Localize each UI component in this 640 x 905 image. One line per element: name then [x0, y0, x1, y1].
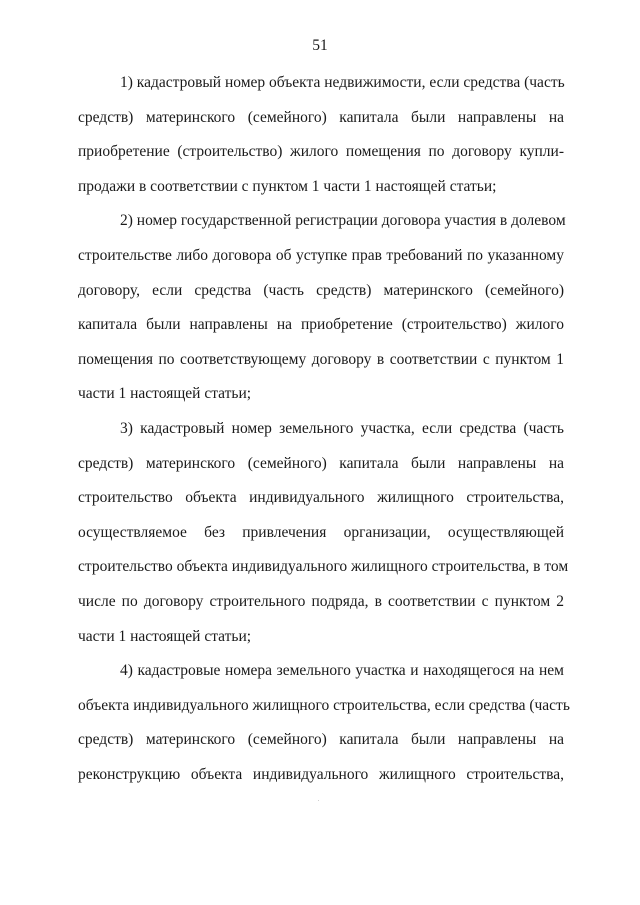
text-line: строительстве либо договора об уступке прав требований по указанному [78, 246, 564, 264]
text-line: средств) материнского (семейного) капитала были направлены на [78, 108, 564, 126]
text-line: 2) номер государственной регистрации договора участия в долевом [120, 212, 566, 230]
text-line: 1) кадастровый номер объекта недвижимости, если средства (часть [120, 74, 565, 91]
text-line: 4) кадастровые номера земельного участка и находящегося на нем [120, 662, 564, 680]
text-line: осуществляемое без привлечения организации, осуществляющей [78, 523, 564, 541]
paragraph-1 [78, 66, 564, 204]
text-line: числе по договору строительного подряда, в соответствии с пунктом 2 [78, 592, 564, 610]
text-line: капитала были направлены на приобретение (строительство) жилого [78, 316, 564, 334]
text-line: средств) материнского (семейного) капитала были направлены на [78, 454, 564, 472]
text-line: приобретение (строительство) жилого помещения по договору купли- [78, 143, 564, 161]
text-line: реконструкцию объекта индивидуального жилищного строительства, [78, 765, 564, 783]
text-line: средств) материнского (семейного) капитала были направлены на [78, 731, 564, 749]
scan-artifact [318, 800, 319, 801]
text-line: строительство объекта индивидуального жилищного строительства, в том [78, 558, 569, 576]
page-number: 51 [312, 37, 328, 54]
text-line: строительство объекта индивидуального жилищного строительства, [78, 489, 564, 507]
text-line: продажи в соответствии с пунктом 1 части 1 настоящей статьи; [78, 177, 497, 195]
text-line: договору, если средства (часть средств) материнского (семейного) [78, 281, 564, 299]
text-line: помещения по соответствующему договору в соответствии с пунктом 1 [78, 350, 564, 368]
paragraph-2 [78, 204, 564, 412]
paragraph-4 [78, 654, 570, 792]
paragraph-3 [78, 412, 569, 654]
text-line: части 1 настоящей статьи; [78, 627, 252, 645]
text-line: объекта индивидуального жилищного строительства, если средства (часть [78, 696, 570, 714]
text-line: части 1 настоящей статьи; [78, 385, 252, 403]
text-line: 3) кадастровый номер земельного участка, если средства (часть [120, 419, 564, 437]
document-body [78, 66, 570, 792]
